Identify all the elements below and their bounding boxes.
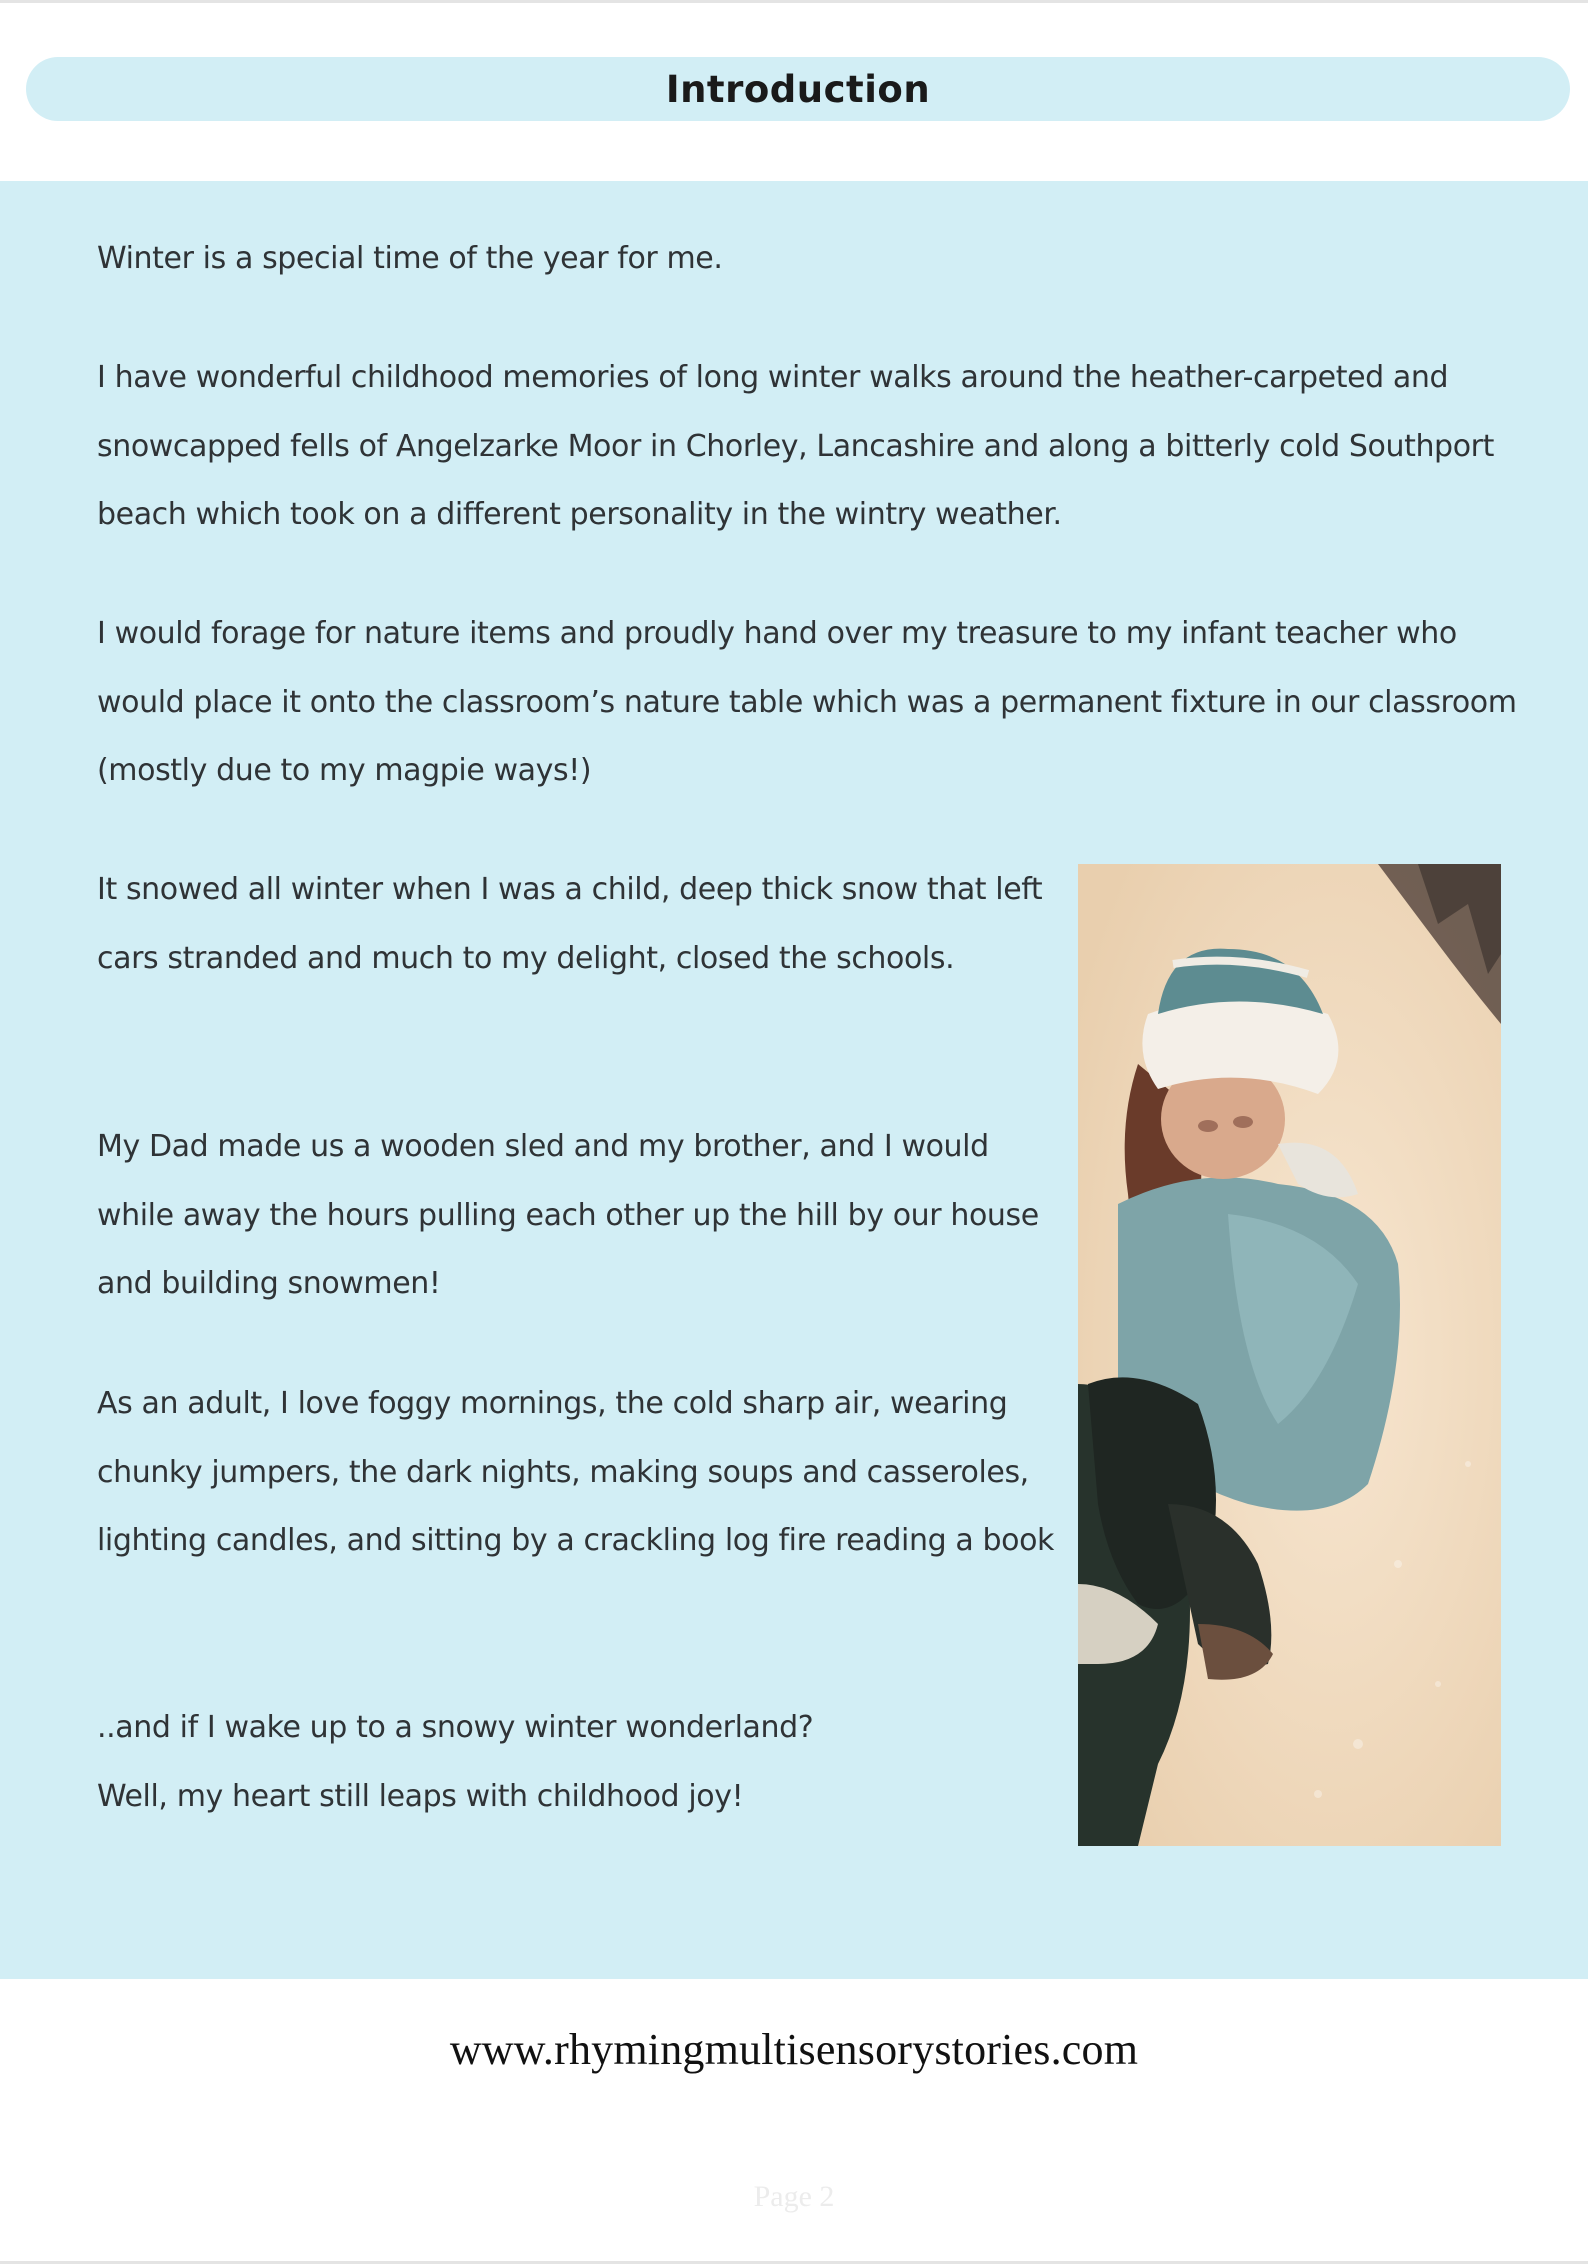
childhood-snow-photo <box>1078 864 1501 1846</box>
website-url[interactable]: www.rhymingmultisensorystories.com <box>449 2025 1139 2074</box>
paragraph-3: I would forage for nature items and proudly hand over my treasure to my infant teacher who would place it onto the classroom’s nature table which was a permanent fixture in our classroom (mostly due to my magpie ways!) <box>97 616 1517 788</box>
page-number: Page 2 <box>753 2180 835 2213</box>
paragraph-5: My Dad made us a wooden sled and my brother, and I would while away the hours pulling each other up the hill by our house and building snowmen! <box>97 1129 1039 1301</box>
paragraph-6: As an adult, I love foggy mornings, the cold sharp air, wearing chunky jumpers, the dark nights, making soups and casseroles, lighting candles, and sitting by a crackling log fire reading a book <box>97 1386 1054 1558</box>
paragraph-8: Well, my heart still leaps with childhood joy! <box>97 1779 744 1814</box>
paragraph-7: ..and if I wake up to a snowy winter wonderland? <box>97 1710 814 1745</box>
paragraph-1: Winter is a special time of the year for me. <box>97 241 723 276</box>
page-heading: Introduction <box>665 67 931 111</box>
paragraph-4: It snowed all winter when I was a child, deep thick snow that left cars stranded and much to my delight, closed the schools. <box>97 872 1043 976</box>
paragraph-2: I have wonderful childhood memories of long winter walks around the heather-carpeted and snowcapped fells of Angelzarke Moor in Chorley, Lancashire and along a bitterly cold Southport beach which took on a different personality in the wintry weather. <box>97 360 1494 532</box>
heading-banner <box>26 57 1570 121</box>
